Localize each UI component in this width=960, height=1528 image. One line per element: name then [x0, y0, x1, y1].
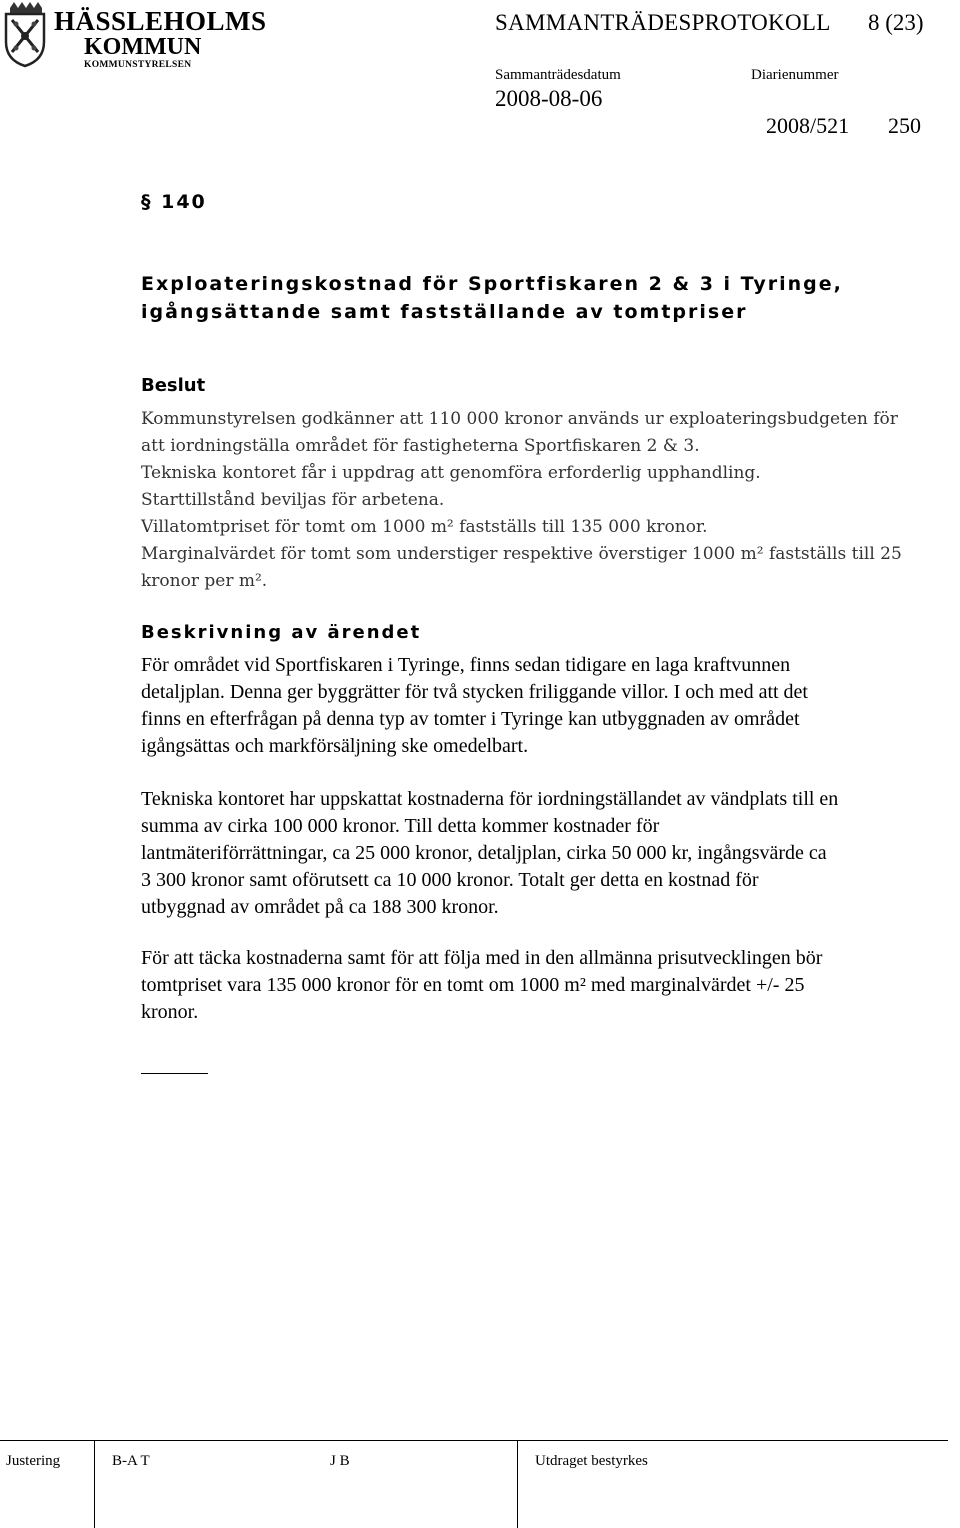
beskrivning-heading: Beskrivning av ärendet — [141, 622, 422, 643]
end-rule — [141, 1073, 208, 1074]
text-line: summa av cirka 100 000 kronor. Till detta kommer kostnader för — [141, 815, 660, 837]
text-line: kronor per m². — [141, 571, 268, 591]
diary-number: 2008/521 — [766, 113, 850, 138]
text-line: att iordningställa området för fastigheterna Sportfiskaren 2 & 3. — [141, 436, 700, 456]
text-line: Marginalvärdet för tomt som understiger respektive överstiger 1000 m² fastställs till 25 — [141, 544, 902, 564]
text-line: utbyggnad av området på ca 188 300 kronor. — [141, 896, 499, 918]
text-line: igångsättas och markförsäljning ske omedelbart. — [141, 735, 529, 757]
description-paragraph — [141, 786, 953, 921]
text-line: lantmäteriförrättningar, ca 25 000 kronor, detaljplan, cirka 50 000 kr, ingångsvärde ca — [141, 842, 827, 864]
logo-line-1: HÄSSLEHOLMS — [54, 6, 267, 36]
text-line: 3 300 kronor samt oförutsett ca 10 000 kronor. Totalt ger detta en kostnad för — [141, 869, 759, 891]
title-line: igångsättande samt fastställande av tomtpriser — [141, 301, 748, 323]
text-line: Villatomtpriset för tomt om 1000 m² fastställs till 135 000 kronor. — [141, 517, 708, 537]
text-line: Starttillstånd beviljas för arbetena. — [141, 490, 445, 510]
title-line: Exploateringskostnad för Sportfiskaren 2 & 3 i Tyringe, — [141, 273, 843, 295]
logo-line-3: KOMMUNSTYRELSEN — [84, 60, 192, 70]
diary-code: 250 — [888, 113, 921, 138]
footer-justering-label: Justering — [6, 1453, 61, 1469]
text-line: tomtpriset vara 135 000 kronor för en tomt om 1000 m² med marginalvärdet +/- 25 — [141, 974, 805, 996]
footer-signature-2: J B — [330, 1453, 350, 1469]
text-line: Tekniska kontoret har uppskattat kostnaderna för iordningställandet av vändplats till en — [141, 788, 839, 810]
text-line: detaljplan. Denna ger byggrätter för två stycken friliggande villor. I och med att det — [141, 681, 808, 703]
text-line: Kommunstyrelsen godkänner att 110 000 kronor används ur exploateringsbudgeten för — [141, 409, 898, 429]
footer-column-divider — [94, 1440, 95, 1528]
footer-column-divider — [517, 1440, 518, 1528]
beslut-heading: Beslut — [141, 375, 206, 396]
text-line: För området vid Sportfiskaren i Tyringe, finns sedan tidigare en laga kraftvunnen — [141, 654, 791, 676]
paragraph-number: § 140 — [141, 191, 207, 213]
logo-line-2: KOMMUN — [84, 34, 202, 60]
footer-divider — [0, 1440, 948, 1441]
beslut-text — [141, 406, 953, 595]
text-line: finns en efterfrågan på denna typ av tomter i Tyringe kan utbyggnaden av området — [141, 708, 800, 730]
municipality-logo — [2, 2, 267, 74]
text-line: kronor. — [141, 1001, 199, 1023]
description-paragraph — [141, 652, 953, 760]
document-type: SAMMANTRÄDESPROTOKOLL — [495, 10, 831, 35]
meeting-date: 2008-08-06 — [495, 86, 603, 111]
text-line: Tekniska kontoret får i uppdrag att genomföra erforderlig upphandling. — [141, 463, 761, 483]
document-title — [141, 270, 843, 326]
page-number: 8 (23) — [868, 10, 924, 35]
description-paragraph — [141, 945, 953, 1026]
meeting-date-label: Sammanträdesdatum — [495, 67, 621, 83]
text-line: För att täcka kostnaderna samt för att följa med in den allmänna prisutvecklingen bör — [141, 947, 823, 969]
footer-utdrag-label: Utdraget bestyrkes — [535, 1453, 648, 1469]
diary-number-label: Diarienummer — [751, 67, 839, 83]
footer-signature-1: B-A T — [112, 1453, 150, 1469]
coat-of-arms-icon — [2, 2, 48, 68]
